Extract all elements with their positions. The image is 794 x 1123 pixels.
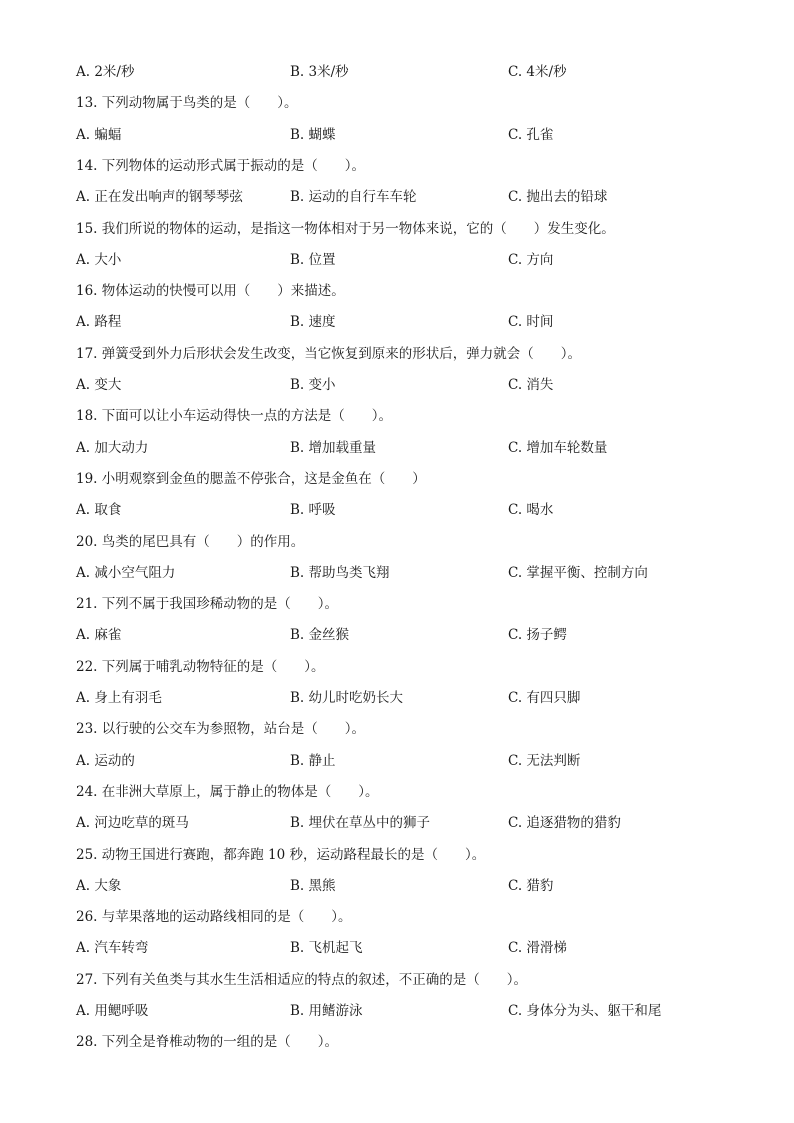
- option-a: A. 加大动力: [76, 440, 149, 456]
- question-text: 27. 下列有关鱼类与其水生生活相适应的特点的叙述，不正确的是（ ）。: [76, 972, 528, 988]
- option-a: A. 汽车转弯: [76, 940, 149, 956]
- option-b: B. 增加载重量: [290, 440, 377, 456]
- option-b: B. 帮助鸟类飞翔: [290, 565, 390, 581]
- option-b: B. 运动的自行车车轮: [290, 189, 417, 205]
- option-a: A. 路程: [76, 314, 122, 330]
- option-b: B. 速度: [290, 314, 336, 330]
- question-text: 24. 在非洲大草原上，属于静止的物体是（ ）。: [76, 784, 379, 800]
- option-c: C. 掌握平衡、控制方向: [508, 565, 648, 581]
- option-a: A. 用鳃呼吸: [76, 1003, 149, 1019]
- option-a: A. 大小: [76, 252, 122, 268]
- question-text: 20. 鸟类的尾巴具有（ ）的作用。: [76, 534, 305, 550]
- option-a: A. 身上有羽毛: [76, 690, 162, 706]
- option-b: B. 静止: [290, 753, 336, 769]
- option-a: A. 减小空气阻力: [76, 565, 176, 581]
- option-c: C. 猎豹: [508, 878, 554, 894]
- question-text: 26. 与苹果落地的运动路线相同的是（ ）。: [76, 909, 352, 925]
- question-text: 15. 我们所说的物体的运动，是指这一物体相对于另一物体来说，它的（ ）发生变化。: [76, 221, 615, 237]
- question-text: 18. 下面可以让小车运动得快一点的方法是（ ）。: [76, 408, 393, 424]
- option-c: C. 有四只脚: [508, 690, 581, 706]
- option-c: C. 抛出去的铅球: [508, 189, 608, 205]
- option-b: B. 飞机起飞: [290, 940, 363, 956]
- option-b: B. 金丝猴: [290, 627, 350, 643]
- option-b: B. 埋伏在草丛中的狮子: [290, 815, 431, 831]
- option-b: B. 位置: [290, 252, 336, 268]
- option-c: C. 扬子鳄: [508, 627, 567, 643]
- option-b: B. 变小: [290, 377, 336, 393]
- option-c: C. 4米/秒: [508, 64, 567, 80]
- question-text: 14. 下列物体的运动形式属于振动的是（ ）。: [76, 158, 366, 174]
- question-text: 16. 物体运动的快慢可以用（ ）来描述。: [76, 283, 345, 299]
- option-a: A. 大象: [76, 878, 122, 894]
- option-c: C. 时间: [508, 314, 554, 330]
- option-a: A. 蝙蝠: [76, 127, 122, 143]
- option-a: A. 河边吃草的斑马: [76, 815, 189, 831]
- option-a: A. 变大: [76, 377, 122, 393]
- option-a: A. 2米/秒: [76, 64, 135, 80]
- option-b: B. 3米/秒: [290, 64, 349, 80]
- option-b: B. 蝴蝶: [290, 127, 336, 143]
- option-a: A. 麻雀: [76, 627, 122, 643]
- option-b: B. 幼儿时吃奶长大: [290, 690, 404, 706]
- option-c: C. 孔雀: [508, 127, 554, 143]
- question-text: 22. 下列属于哺乳动物特征的是（ ）。: [76, 659, 325, 675]
- question-text: 23. 以行驶的公交车为参照物，站台是（ ）。: [76, 721, 366, 737]
- option-c: C. 无法判断: [508, 753, 581, 769]
- question-text: 25. 动物王国进行赛跑，都奔跑 10 秒，运动路程最长的是（ ）。: [76, 847, 486, 863]
- option-a: A. 运动的: [76, 753, 135, 769]
- question-text: 21. 下列不属于我国珍稀动物的是（ ）。: [76, 596, 339, 612]
- option-c: C. 增加车轮数量: [508, 440, 608, 456]
- option-c: C. 身体分为头、躯干和尾: [508, 1003, 662, 1019]
- option-a: A. 取食: [76, 502, 122, 518]
- option-c: C. 喝水: [508, 502, 554, 518]
- option-a: A. 正在发出响声的钢琴琴弦: [76, 189, 243, 205]
- question-text: 13. 下列动物属于鸟类的是（ ）。: [76, 95, 298, 111]
- option-b: B. 用鳍游泳: [290, 1003, 363, 1019]
- option-c: C. 滑滑梯: [508, 940, 567, 956]
- question-text: 17. 弹簧受到外力后形状会发生改变，当它恢复到原来的形状后，弹力就会（ ）。: [76, 346, 582, 362]
- option-c: C. 追逐猎物的猎豹: [508, 815, 621, 831]
- question-text: 28. 下列全是脊椎动物的一组的是（ ）。: [76, 1034, 339, 1050]
- option-c: C. 消失: [508, 377, 554, 393]
- option-b: B. 呼吸: [290, 502, 336, 518]
- question-text: 19. 小明观察到金鱼的腮盖不停张合，这是金鱼在（ ）: [76, 471, 426, 487]
- option-b: B. 黑熊: [290, 878, 336, 894]
- option-c: C. 方向: [508, 252, 554, 268]
